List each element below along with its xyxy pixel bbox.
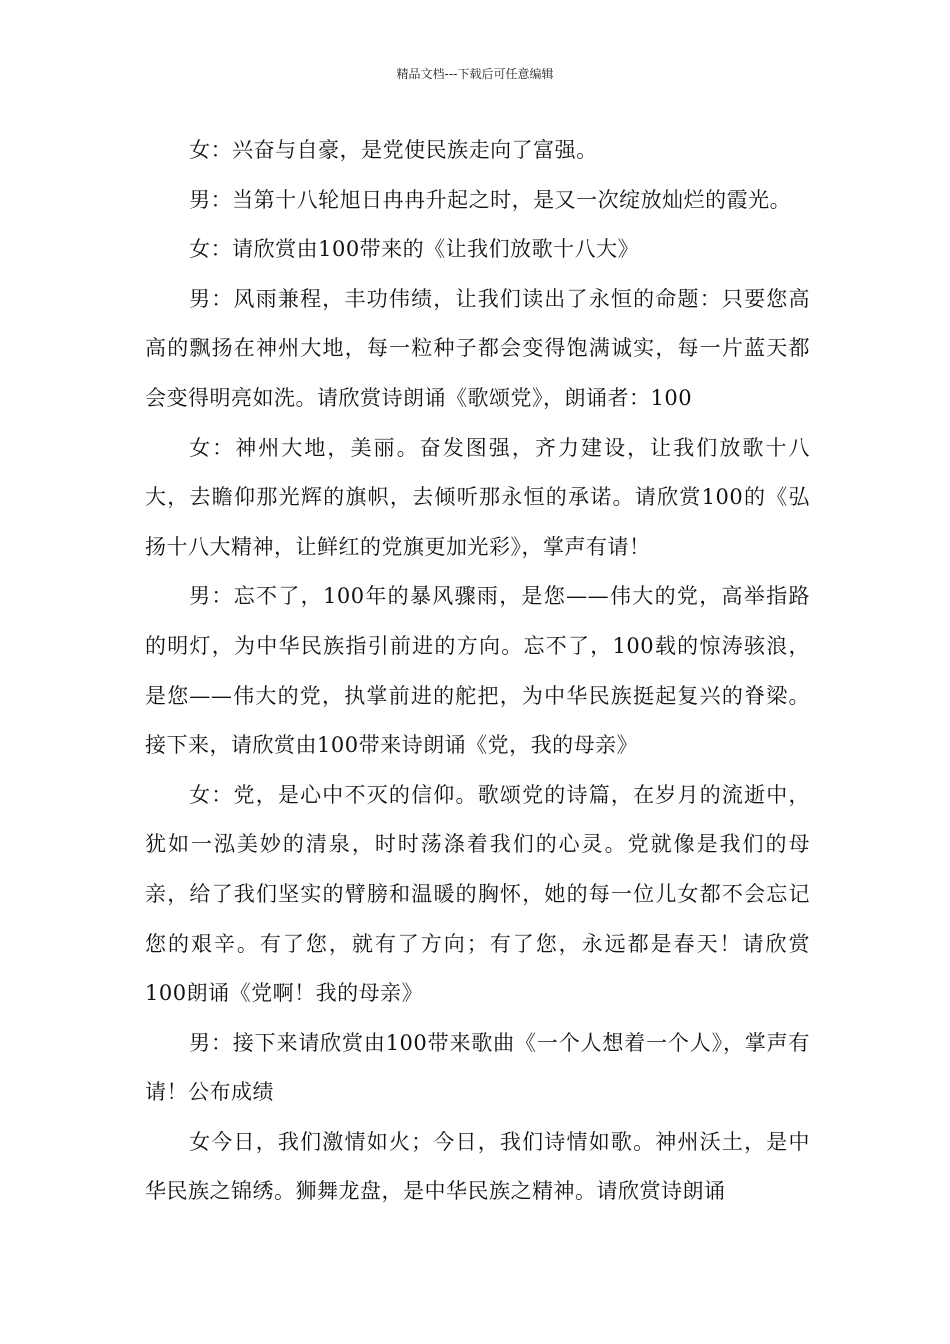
paragraph: 女：党，是心中不灭的信仰。歌颂党的诗篇，在岁月的流逝中，犹如一泓美妙的清泉，时时荡涤着我们的心灵。党就像是我们的母亲，给了我们坚实的臂膀和温暖的胸怀，她的每一位儿女都不会忘记您的艰辛。有了您，就有了方向；有了您，永远都是春天！请欣赏100朗诵《党啊！我的母亲》 (145, 782, 810, 1006)
page-header: 精品文档---下载后可任意编辑 (396, 67, 554, 81)
paragraph: 男：忘不了，100年的暴风骤雨，是您——伟大的党，高举指路的明灯，为中华民族指引前进的方向。忘不了，100载的惊涛骇浪，是您——伟大的党，执掌前进的舵把，为中华民族挺起复兴的脊梁。接下来，请欣赏由100带来诗朗诵《党，我的母亲》 (145, 584, 810, 758)
paragraph: 男：接下来请欣赏由100带来歌曲《一个人想着一个人》，掌声有请！公布成绩 (145, 1030, 810, 1105)
paragraph: 女：请欣赏由100带来的《让我们放歌十八大》 (189, 237, 640, 262)
paragraph: 女今日，我们激情如火；今日，我们诗情如歌。神州沃土，是中华民族之锦绣。狮舞龙盘，是中华民族之精神。请欣赏诗朗诵 (145, 1129, 810, 1204)
document-body (145, 126, 810, 1217)
paragraph: 女：兴奋与自豪，是党使民族走向了富强。 (189, 138, 598, 162)
paragraph: 男：风雨兼程，丰功伟绩，让我们读出了永恒的命题：只要您高高的飘扬在神州大地，每一粒种子都会变得饱满诚实，每一片蓝天都会变得明亮如洗。请欣赏诗朗诵《歌颂党》，朗诵者：100 (145, 286, 810, 410)
paragraph: 女：神州大地，美丽。奋发图强，齐力建设，让我们放歌十八大，去瞻仰那光辉的旗帜，去倾听那永恒的承诺。请欣赏100的《弘扬十八大精神，让鲜红的党旗更加光彩》，掌声有请！ (145, 435, 810, 559)
paragraph: 男：当第十八轮旭日冉冉升起之时，是又一次绽放灿烂的霞光。 (189, 187, 792, 212)
